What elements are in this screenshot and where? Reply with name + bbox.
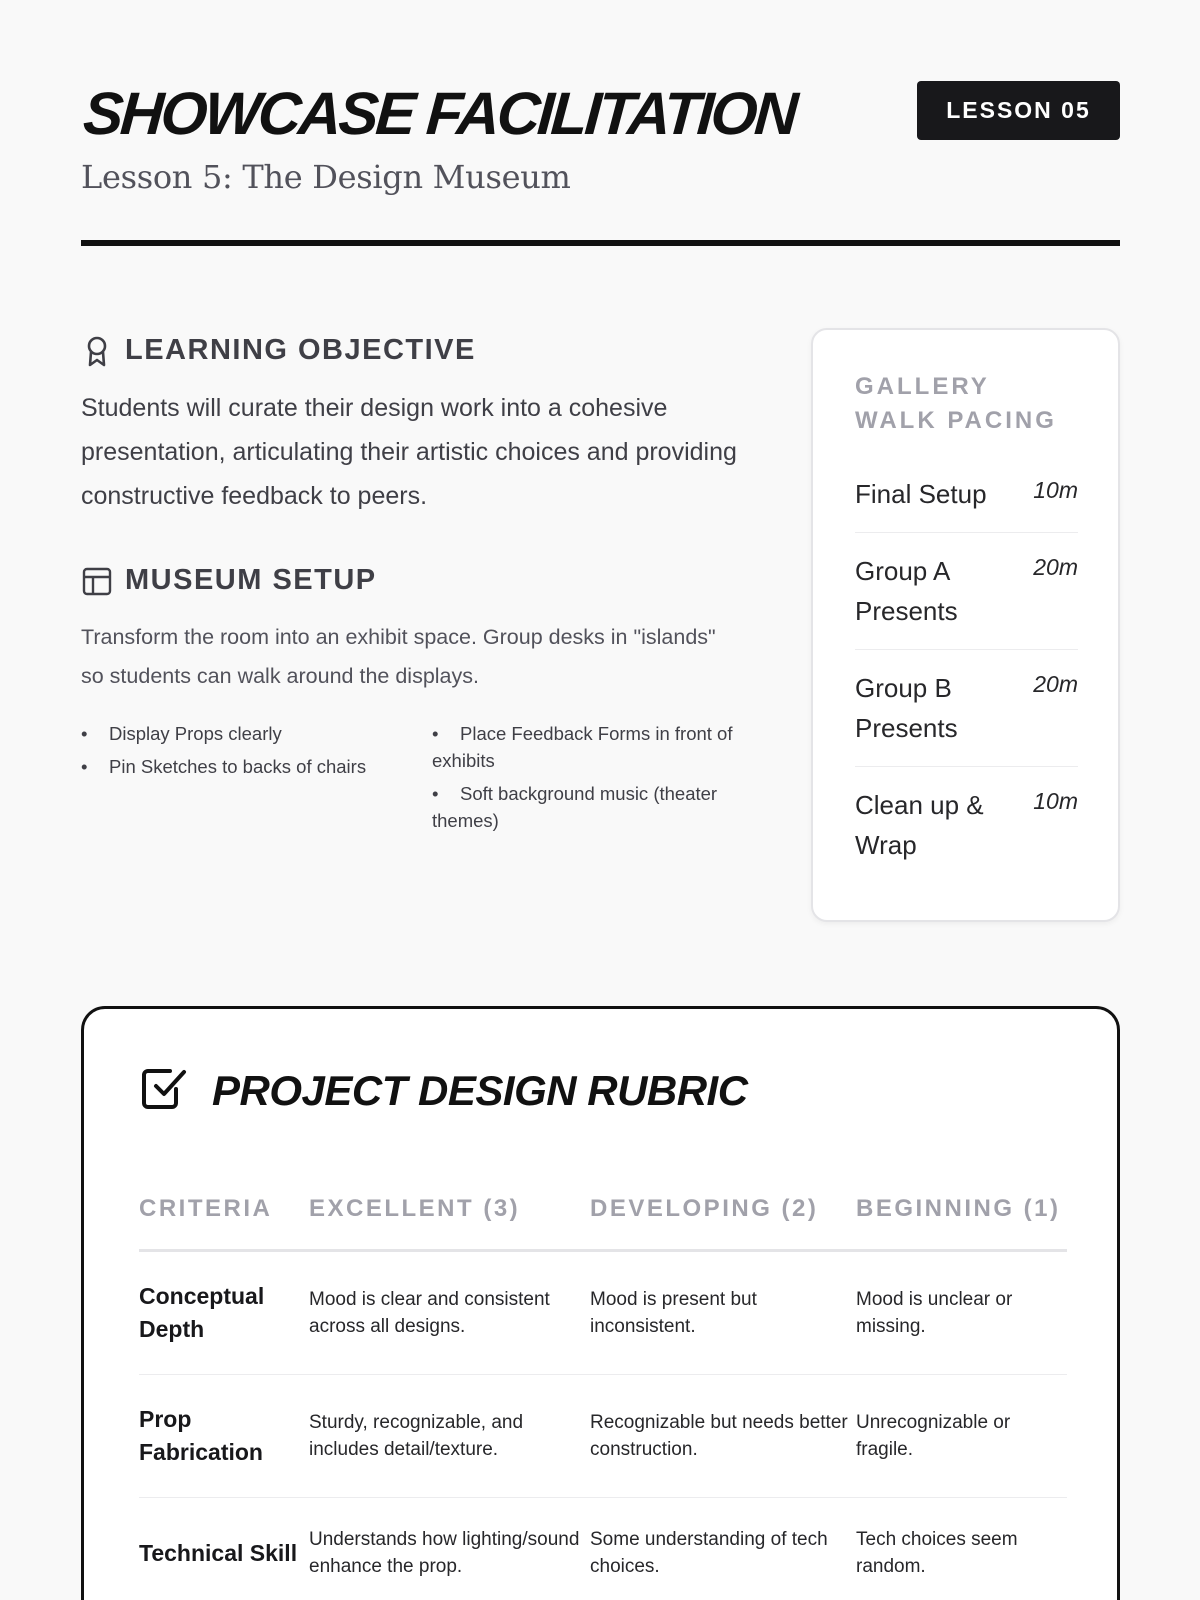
objective-header — [81, 334, 476, 367]
table-header-row — [139, 1195, 1067, 1251]
pacing-item — [855, 533, 1078, 650]
pacing-item-time: 10m — [1033, 477, 1078, 503]
criteria-cell: Prop Fabrication — [139, 1375, 309, 1498]
list-item: • Place Feedback Forms in front of exhibits — [432, 720, 752, 774]
list-item: • Display Props clearly — [81, 720, 401, 747]
pacing-item-label: Group A Presents — [855, 556, 958, 626]
pacing-item — [855, 650, 1078, 767]
developing-cell: Mood is present but inconsistent. — [590, 1251, 856, 1375]
table-row — [139, 1251, 1067, 1375]
layout-icon — [81, 565, 113, 597]
setup-list-left — [81, 720, 401, 786]
rubric-title: PROJECT DESIGN RUBRIC — [212, 1066, 748, 1114]
table-row — [139, 1498, 1067, 1600]
setup-text: Transform the room into an exhibit space. Group desks in "islands" so students can walk around the displays. — [81, 625, 716, 688]
column-header: DEVELOPING (2) — [590, 1195, 856, 1251]
objective-text: Students will curate their design work into a cohesive presentation, articulating their artistic choices and providing constructive feedback to peers. — [81, 394, 737, 510]
developing-cell: Recognizable but needs better construction. — [590, 1375, 856, 1498]
pacing-item — [855, 456, 1078, 533]
objective-heading: LEARNING OBJECTIVE — [125, 334, 476, 366]
pacing-item-label: Clean up & Wrap — [855, 790, 984, 860]
column-header: CRITERIA — [139, 1195, 309, 1251]
pacing-card — [811, 328, 1120, 922]
criteria-cell: Technical Skill — [139, 1498, 309, 1600]
pacing-title: GALLERY WALK PACING — [855, 373, 1057, 434]
page-header — [81, 78, 1120, 248]
criteria-cell: Conceptual Depth — [139, 1251, 309, 1375]
developing-cell: Some understanding of tech choices. — [590, 1498, 856, 1600]
excellent-cell: Mood is clear and consistent across all designs. — [309, 1251, 590, 1375]
pacing-item-label: Final Setup — [855, 479, 987, 509]
rubric-card — [81, 1006, 1120, 1600]
header-divider — [81, 240, 1120, 246]
lesson-badge: LESSON 05 — [917, 81, 1120, 140]
pacing-item — [855, 767, 1078, 883]
setup-header — [81, 564, 377, 597]
beginning-cell: Unrecognizable or fragile. — [856, 1375, 1067, 1498]
page-title: SHOWCASE FACILITATION — [81, 80, 798, 147]
beginning-cell: Mood is unclear or missing. — [856, 1251, 1067, 1375]
pacing-item-time: 20m — [1033, 554, 1078, 580]
column-header: BEGINNING (1) — [856, 1195, 1067, 1251]
beginning-cell: Tech choices seem random. — [856, 1498, 1067, 1600]
setup-heading: MUSEUM SETUP — [125, 564, 377, 596]
rubric-header — [140, 1065, 748, 1116]
setup-list-right — [432, 720, 752, 840]
table-row — [139, 1375, 1067, 1498]
checkbox-icon — [140, 1065, 188, 1116]
award-ribbon-icon — [81, 335, 113, 367]
column-header: EXCELLENT (3) — [309, 1195, 590, 1251]
pacing-item-time: 20m — [1033, 671, 1078, 697]
list-item: • Pin Sketches to backs of chairs — [81, 753, 401, 780]
page-subtitle: Lesson 5: The Design Museum — [81, 158, 571, 196]
excellent-cell: Understands how lighting/sound enhance the prop. — [309, 1498, 590, 1600]
excellent-cell: Sturdy, recognizable, and includes detail/texture. — [309, 1375, 590, 1498]
list-item: • Soft background music (theater themes) — [432, 780, 752, 834]
pacing-item-time: 10m — [1033, 788, 1078, 814]
pacing-item-label: Group B Presents — [855, 673, 958, 743]
rubric-table — [139, 1195, 1067, 1600]
